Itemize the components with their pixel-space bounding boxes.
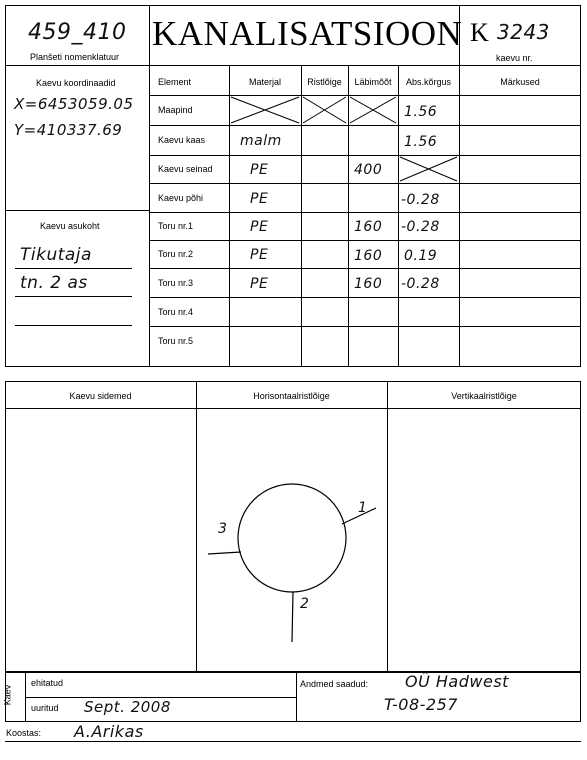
header-divider-left (149, 5, 150, 367)
table-row-line (149, 326, 581, 327)
uuritud-label: uuritud (31, 703, 59, 713)
footer-divider (296, 672, 297, 722)
cell-materjal: PE (250, 162, 269, 178)
well-cross-section-drawing (196, 408, 387, 672)
row-element-label: Toru nr.4 (158, 307, 194, 317)
table-row-line (149, 125, 581, 126)
table-row-line (149, 212, 581, 213)
row-element-label: Maapind (158, 105, 193, 115)
table-col-line (398, 65, 399, 367)
well-circle (238, 484, 346, 592)
table-row-line (149, 240, 581, 241)
cell-materjal: malm (240, 133, 282, 149)
coord-x: X=6453059.05 (14, 95, 134, 113)
well-number: 3243 (497, 20, 550, 44)
koostas-line (5, 741, 581, 742)
cross-out-mark (348, 95, 398, 125)
coords-label: Kaevu koordinaadid (36, 78, 116, 88)
col-header-labimoot: Läbimõõt (354, 77, 392, 87)
cross-out-mark (229, 95, 301, 125)
cell-abs: -0.28 (401, 192, 440, 208)
coord-y: Y=410337.69 (14, 121, 123, 139)
andmed-value-2: T-08-257 (384, 695, 458, 714)
col-header-materjal: Materjal (248, 77, 281, 87)
cross-out-mark (301, 95, 348, 125)
row-element-label: Toru nr.3 (158, 278, 194, 288)
page-title: KANALISATSIOON (152, 14, 463, 53)
cell-abs: 1.56 (404, 134, 438, 150)
andmed-value-1: OÜ Hadwest (405, 672, 509, 691)
cell-materjal: PE (250, 276, 269, 292)
col-header-ristloige: Ristlõige (307, 77, 342, 87)
cell-labimoot: 400 (354, 162, 383, 178)
cell-labimoot: 160 (354, 276, 383, 292)
header-bottom-line (5, 65, 581, 66)
section-title-horisontaal: Horisontaalristlõige (253, 391, 330, 401)
kaev-label: Kaev (2, 684, 13, 706)
pipe-1-label: 1 (358, 500, 368, 516)
location-line-2: tn. 2 as (20, 273, 88, 293)
ehitatud-label: ehitatud (31, 678, 64, 688)
location-underline-3 (15, 325, 132, 326)
row-element-label: Toru nr.2 (158, 249, 194, 259)
pipe-3-label: 3 (218, 521, 228, 537)
uuritud-value: Sept. 2008 (84, 698, 171, 716)
location-underline-1 (15, 268, 132, 269)
pipe-2-label: 2 (300, 596, 310, 612)
row-element-label: Kaevu põhi (158, 193, 204, 203)
location-line-1: Tikutaja (20, 245, 92, 265)
pipe-2-line (292, 592, 293, 642)
section-title-vertikaal: Vertikaalristlõige (451, 391, 517, 401)
row-element-label: Kaevu kaas (158, 135, 206, 145)
cell-abs: -0.28 (401, 219, 440, 235)
col-header-element: Element (158, 77, 192, 87)
cross-out-mark (398, 155, 459, 183)
location-underline-2 (15, 296, 132, 297)
cell-materjal: PE (250, 247, 269, 263)
sheet-number: 459_410 (28, 20, 127, 45)
row-element-label: Toru nr.1 (158, 221, 194, 231)
table-row-line (149, 155, 581, 156)
table-col-line (459, 65, 460, 367)
row-element-label: Toru nr.5 (158, 336, 194, 346)
section-title-sidemed: Kaevu sidemed (69, 391, 132, 401)
koostas-label: Koostas: (6, 728, 42, 738)
cell-abs: 0.19 (404, 248, 438, 264)
table-row-line (149, 297, 581, 298)
cell-materjal: PE (250, 219, 269, 235)
cell-materjal: PE (250, 191, 269, 207)
cell-abs: -0.28 (401, 276, 440, 292)
table-row-line (149, 183, 581, 184)
location-label: Kaevu asukoht (40, 221, 100, 231)
sections-divider-2 (387, 381, 388, 672)
well-prefix: K (470, 18, 489, 47)
col-header-markused: Märkused (500, 77, 540, 87)
table-row-line (149, 268, 581, 269)
col-header-abs: Abs.kõrgus (405, 77, 452, 87)
row-element-label: Kaevu seinad (158, 164, 213, 174)
andmed-label: Andmed saadud: (300, 679, 369, 689)
cell-labimoot: 160 (354, 248, 383, 264)
well-label: kaevu nr. (496, 53, 533, 63)
pipe-3-line (208, 552, 241, 554)
coords-bottom-line (5, 210, 149, 211)
cell-abs: 1.56 (404, 104, 438, 120)
sheet-label: Planšeti nomenklatuur (30, 52, 120, 62)
koostas-value: A.Arikas (74, 722, 144, 741)
cell-labimoot: 160 (354, 219, 383, 235)
